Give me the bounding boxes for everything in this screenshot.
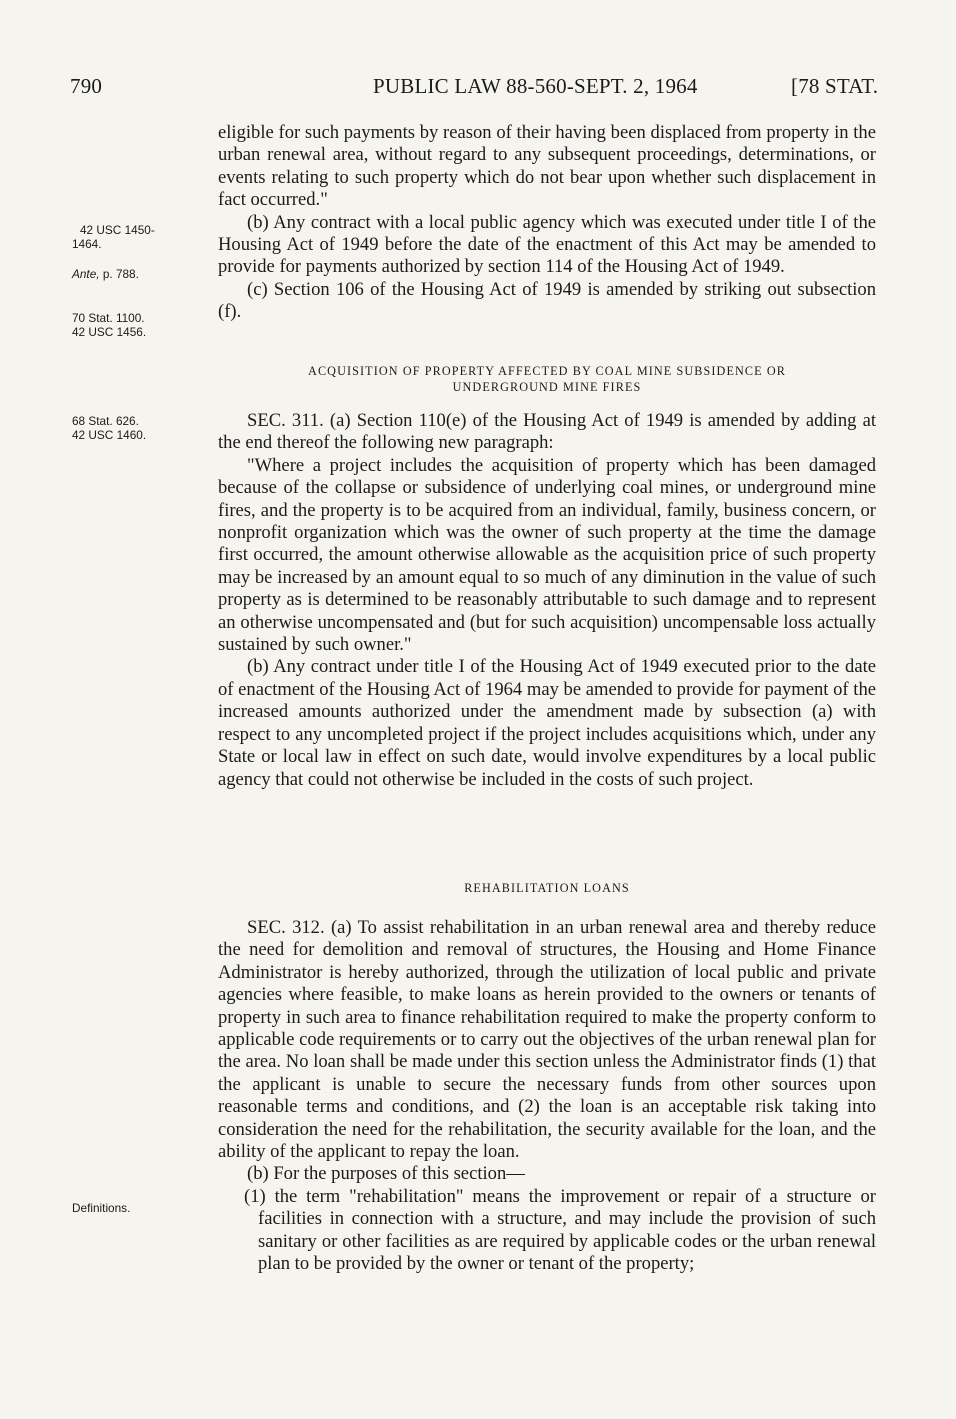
text-block-section-310 — [218, 122, 876, 324]
running-title: PUBLIC LAW 88-560-SEPT. 2, 1964 — [373, 74, 698, 98]
section-heading-coal-mine — [218, 363, 876, 395]
heading-line: UNDERGROUND MINE FIRES — [452, 380, 642, 394]
paragraph: SEC. 312. (a) To assist rehabilitation in an urban renewal area and thereby reduce the need for demolition and removal of structures, the Housing and Home Finance Administrator is hereby authorized, through the utilization of local public and private agencies where feasible, to make loans as herein provided to the owners or tenants of property in such area to finance rehabilitation required to make the property conform to applicable code requirements or to carry out the objectives of the urban renewal plan for the area. No loan shall be made under this section unless the Administrator finds (1) that the applicant is unable to secure the necessary funds from other sources upon reasonable terms and conditions, and (2) the loan is an acceptable risk taking into consideration the need for the rehabilitation, the security available for the loan, and the ability of the applicant to repay the loan. — [218, 917, 876, 1163]
margin-note-line: 42 USC 1456. — [72, 325, 147, 339]
margin-note-ante — [72, 267, 192, 281]
margin-note-stat-1100 — [72, 311, 192, 339]
paragraph: (c) Section 106 of the Housing Act of 1949 is amended by striking out subsection (f). — [218, 278, 876, 323]
margin-note-usc-1450 — [72, 223, 192, 251]
text-block-section-311 — [218, 410, 876, 791]
margin-note-line: 42 USC 1450- — [80, 223, 155, 237]
text-block-section-312 — [218, 917, 876, 1276]
paragraph: (b) Any contract under title I of the Housing Act of 1949 executed prior to the date of enactment of the Housing Act of 1964 may be amended to provide for payment of the increased amounts authorized under the amendment made by subsection (a) with respect to any uncompleted project if the project includes acquisitions which, under any State or local law in effect on such date, would involve expenditures by a local public agency that could not otherwise be included in the costs of such project. — [218, 656, 876, 790]
paragraph: (1) the term "rehabilitation" means the improvement or repair of a structure or facilities in connection with a structure, and may include the provision of such sanitary or other facilities as are required by applicable codes or the urban renewal plan to be provided by the owner or tenant of the property; — [244, 1185, 876, 1275]
paragraph: SEC. 311. (a) Section 110(e) of the Housing Act of 1949 is amended by adding at the end thereof the following new paragraph: — [218, 410, 876, 454]
margin-note-line: 1464. — [72, 237, 102, 251]
margin-note-ante-label: Ante, — [72, 267, 100, 281]
margin-note-stat-626 — [72, 414, 192, 442]
margin-note-line: 42 USC 1460. — [72, 428, 147, 442]
margin-note-ante-page: p. 788. — [99, 267, 139, 281]
margin-note-line: 68 Stat. 626. — [72, 414, 139, 428]
section-heading-rehabilitation-loans: REHABILITATION LOANS — [464, 881, 630, 895]
volume-citation: [78 STAT. — [791, 74, 879, 98]
paragraph: (b) Any contract with a local public agency which was executed under title I of the Housing Act of 1949 before the date of the enactment of this Act may be amended to provide for payments authorized by section 114 of the Housing Act of 1949. — [218, 211, 876, 278]
heading-line: ACQUISITION OF PROPERTY AFFECTED BY COAL MINE SUBSIDENCE OR — [308, 364, 786, 378]
margin-note-line: 70 Stat. 1100. — [72, 311, 145, 325]
paragraph: (b) For the purposes of this section— — [247, 1163, 525, 1185]
margin-note-definitions: Definitions. — [72, 1201, 131, 1215]
paragraph: "Where a project includes the acquisition of property which has been damaged because of the collapse or subsidence of underlying coal mines, or underground mine fires, and the property is to be acquired from an individual, family, business concern, or nonprofit organization which was the owner of such property at the time the damage first occurred, the amount otherwise allowable as the acquisition price of such property may be increased by an amount equal to so much of any diminution in the value of such property as is determined to be reasonably attributable to such damage and to represent an otherwise uncompensated and (but for such acquisition) uncompensable loss actually sustained by such owner." — [218, 454, 876, 656]
paragraph: eligible for such payments by reason of their having been displaced from property in the urban renewal area, without regard to any subsequent proceedings, determinations, or events relating to such property which do not bear upon whether such displacement in fact occurred." — [218, 122, 876, 211]
page-number: 790 — [70, 74, 103, 98]
